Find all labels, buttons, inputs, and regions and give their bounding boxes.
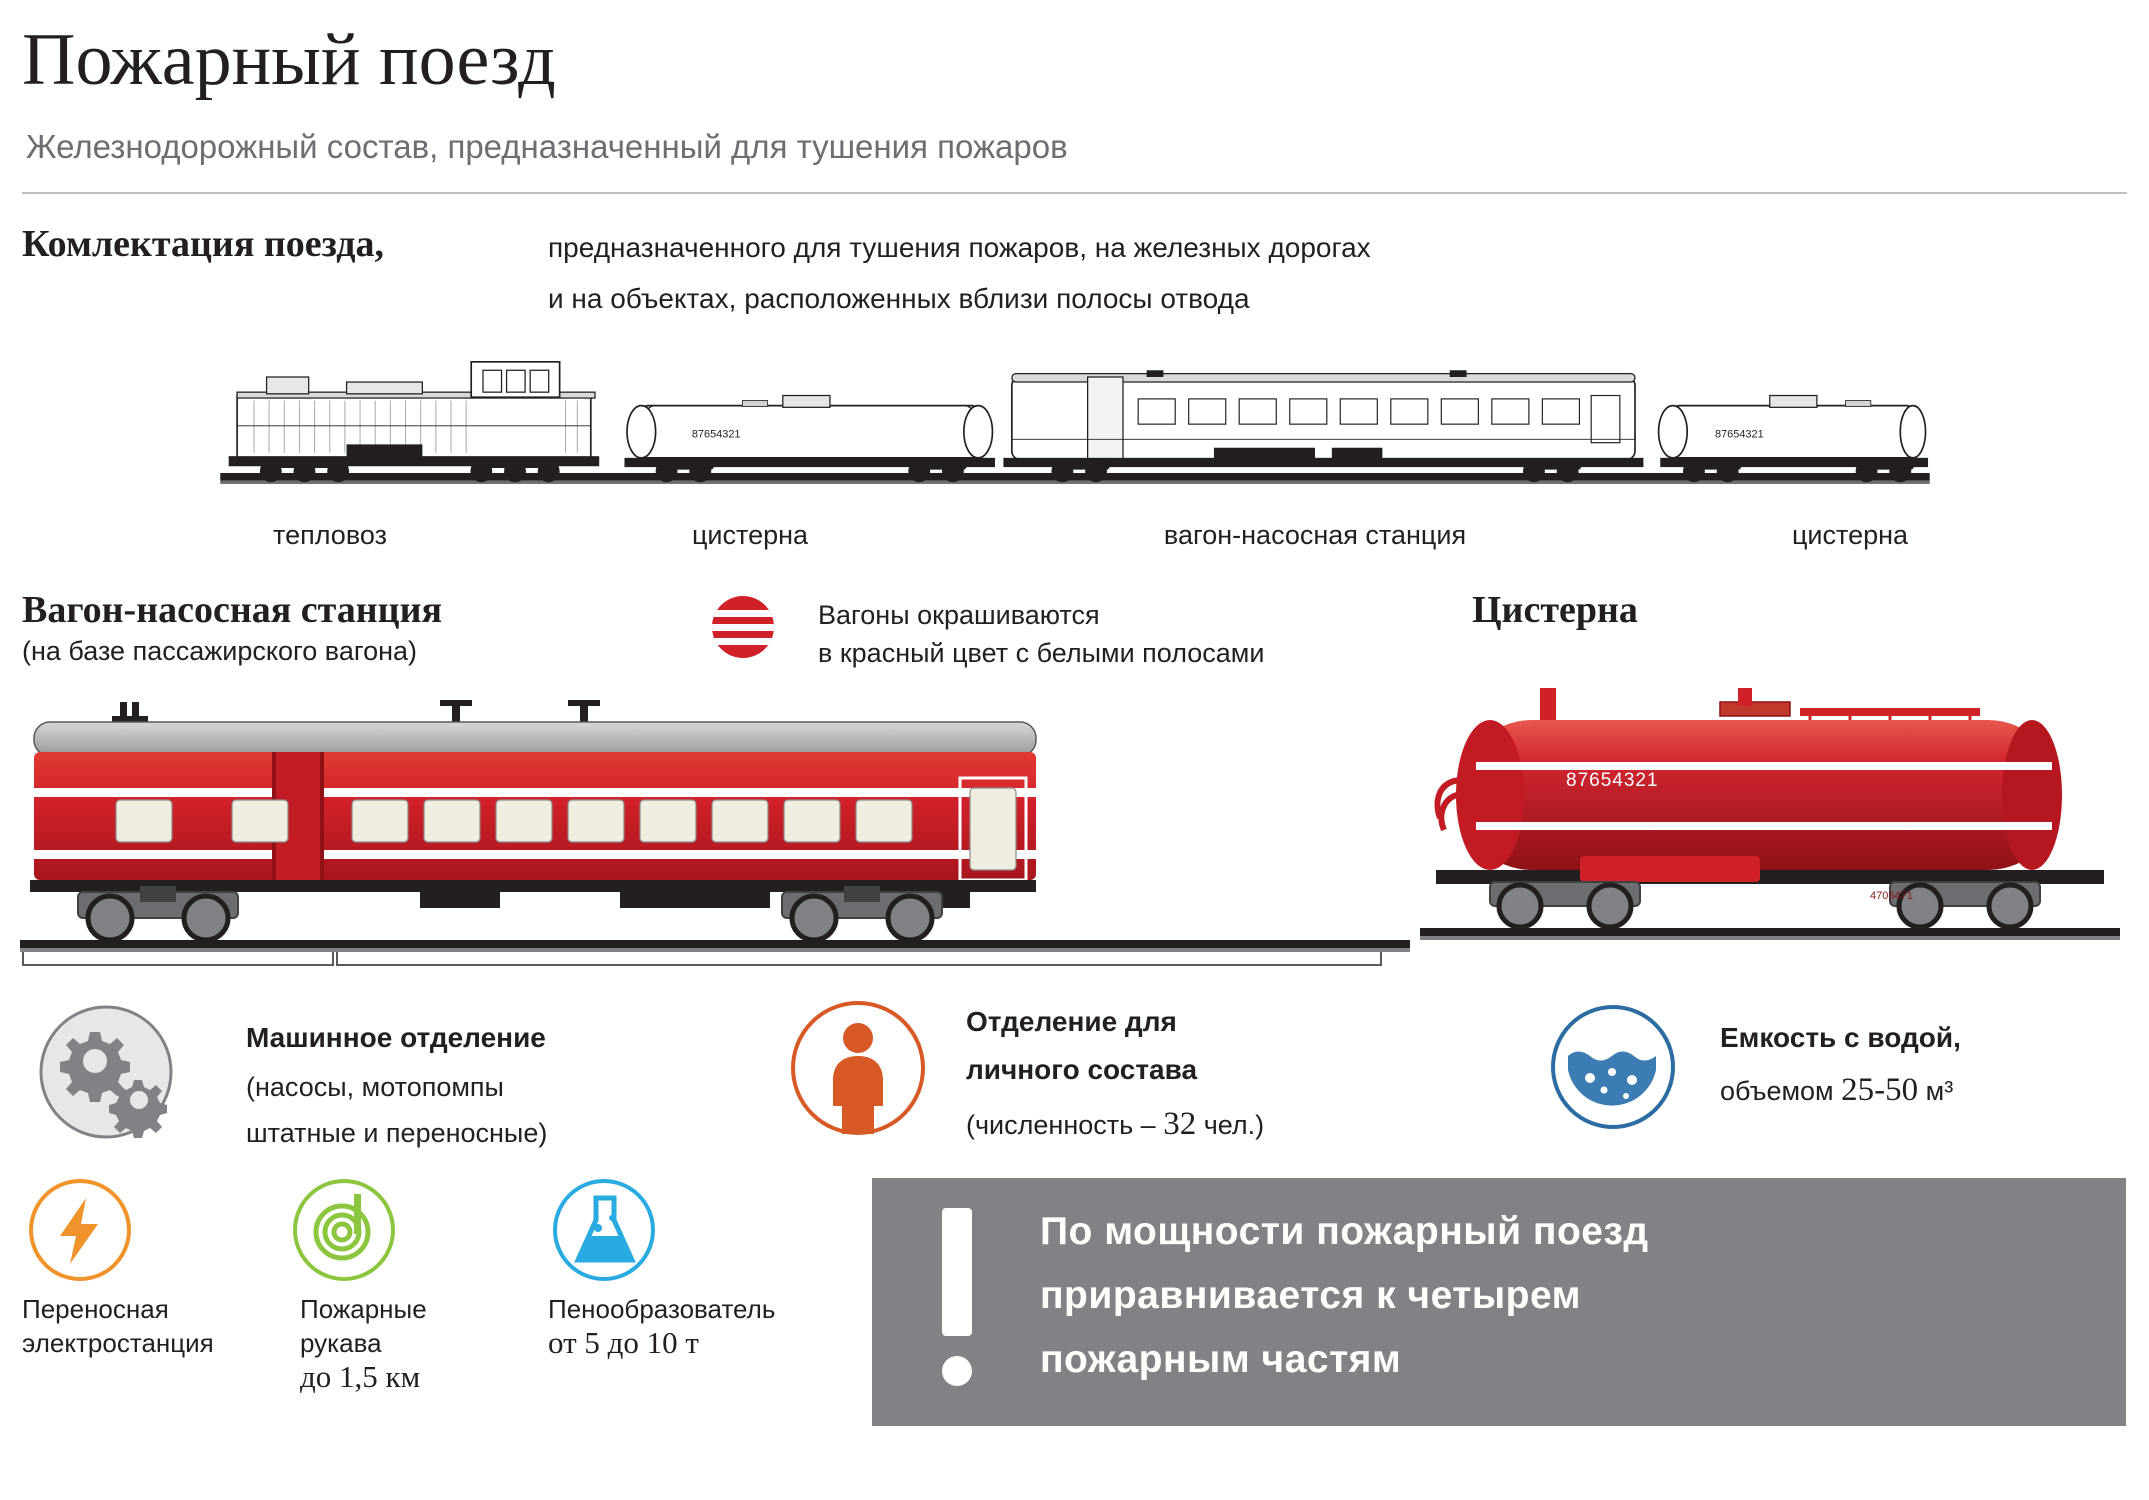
foam-line2: от 5 до 10 т: [548, 1325, 699, 1360]
tank-car-illustration: [1420, 670, 2120, 960]
header-divider: [22, 192, 2127, 194]
tank1-number-text: 87654321: [691, 428, 741, 441]
page-subtitle: Железнодорожный состав, предназначенный для тушения пожаров: [26, 128, 1068, 165]
pump-car-subheading: (на базе пассажирского вагона): [22, 636, 418, 666]
crew-count-prefix: (численность –: [966, 1110, 1164, 1140]
hose-coil-icon: [292, 1178, 396, 1282]
bogie-front: [78, 886, 238, 940]
measure-brace-engine-room: [22, 952, 334, 966]
composition-heading: Комлектация поезда,: [22, 223, 384, 265]
pump-car-heading: Вагон-насосная станция: [22, 589, 443, 631]
exclamation-icon-dot: [942, 1356, 972, 1386]
water-volume-suffix: м³: [1918, 1076, 1954, 1106]
water-tank-icon: [1550, 1004, 1676, 1130]
crew-count-value: 32: [1163, 1106, 1197, 1142]
label-tank-car-2: цистерна: [1791, 520, 1909, 550]
label-locomotive: тепловоз: [273, 520, 387, 550]
banner-line2: приравнивается к четырем: [1040, 1274, 1581, 1317]
tank-car-2-drawing: [1659, 396, 1928, 483]
banner-line1: По мощности пожарный поезд: [1040, 1210, 1649, 1253]
exclamation-icon-bar: [942, 1208, 972, 1336]
composition-desc-line1: предназначенного для тушения пожаров, на железных дорогах: [548, 232, 1371, 263]
paint-note-line1: Вагоны окрашиваются: [818, 600, 1100, 630]
hoses-line2: рукава: [300, 1328, 382, 1358]
locomotive-drawing: [229, 362, 600, 482]
bogie-rear: [782, 886, 942, 940]
hoses-line1: Пожарные: [300, 1294, 427, 1324]
power-station-line1: Переносная: [22, 1294, 169, 1324]
composition-desc-line2: и на объектах, расположенных вблизи полосы отвода: [548, 283, 1250, 314]
label-pump-station: вагон-насосная станция: [1163, 520, 1467, 550]
engine-room-line2: штатные и переносные): [246, 1118, 548, 1148]
foam-label: [548, 1292, 775, 1360]
crew-title-line2: личного состава: [966, 1054, 1198, 1085]
foam-line1: Пенообразователь: [548, 1294, 776, 1324]
water-title: Емкость с водой,: [1720, 1022, 1961, 1053]
banner-line3: пожарным частям: [1040, 1338, 1402, 1381]
power-station-label: [22, 1292, 214, 1360]
power-station-line2: электростанция: [22, 1328, 214, 1358]
hoses-line3: до 1,5 км: [300, 1359, 421, 1394]
gears-icon: [38, 1004, 174, 1140]
measure-brace-crew-area: [336, 952, 1382, 966]
water-volume-prefix: объемом: [1720, 1076, 1842, 1106]
flask-icon: [552, 1178, 656, 1282]
person-icon: [790, 1000, 926, 1136]
pump-station-car-drawing: [1003, 370, 1643, 482]
water-volume-text: [1720, 1072, 1953, 1109]
lightning-icon: [28, 1178, 132, 1282]
crew-title-line1: Отделение для: [966, 1006, 1177, 1037]
water-volume-value: 25-50: [1841, 1072, 1919, 1108]
tank2-number-text: 87654321: [1715, 428, 1764, 441]
banner-text: [1040, 1200, 2120, 1392]
pump-car-illustration: [20, 690, 1410, 960]
engine-room-line1: (насосы, мотопомпы: [246, 1072, 504, 1102]
engine-room-title: Машинное отделение: [246, 1022, 546, 1053]
paint-scheme-icon: [712, 596, 774, 658]
train-composition-diagram: [60, 345, 2090, 505]
crew-count-suffix: чел.): [1196, 1110, 1265, 1140]
paint-note-line2: в красный цвет с белыми полосами: [818, 638, 1265, 668]
tank-car-1-drawing: [624, 396, 995, 483]
tank-heading: Цистерна: [1472, 589, 1638, 631]
paint-note: [818, 596, 1264, 672]
page-title: Пожарный поезд: [22, 19, 556, 101]
tank-number-label: 87654321: [1566, 770, 1659, 791]
crew-count-text: [966, 1106, 1264, 1143]
tank-number-small-label: 4706471: [1870, 890, 1913, 902]
hoses-label: [300, 1292, 427, 1394]
label-tank-car-1: цистерна: [691, 520, 809, 550]
